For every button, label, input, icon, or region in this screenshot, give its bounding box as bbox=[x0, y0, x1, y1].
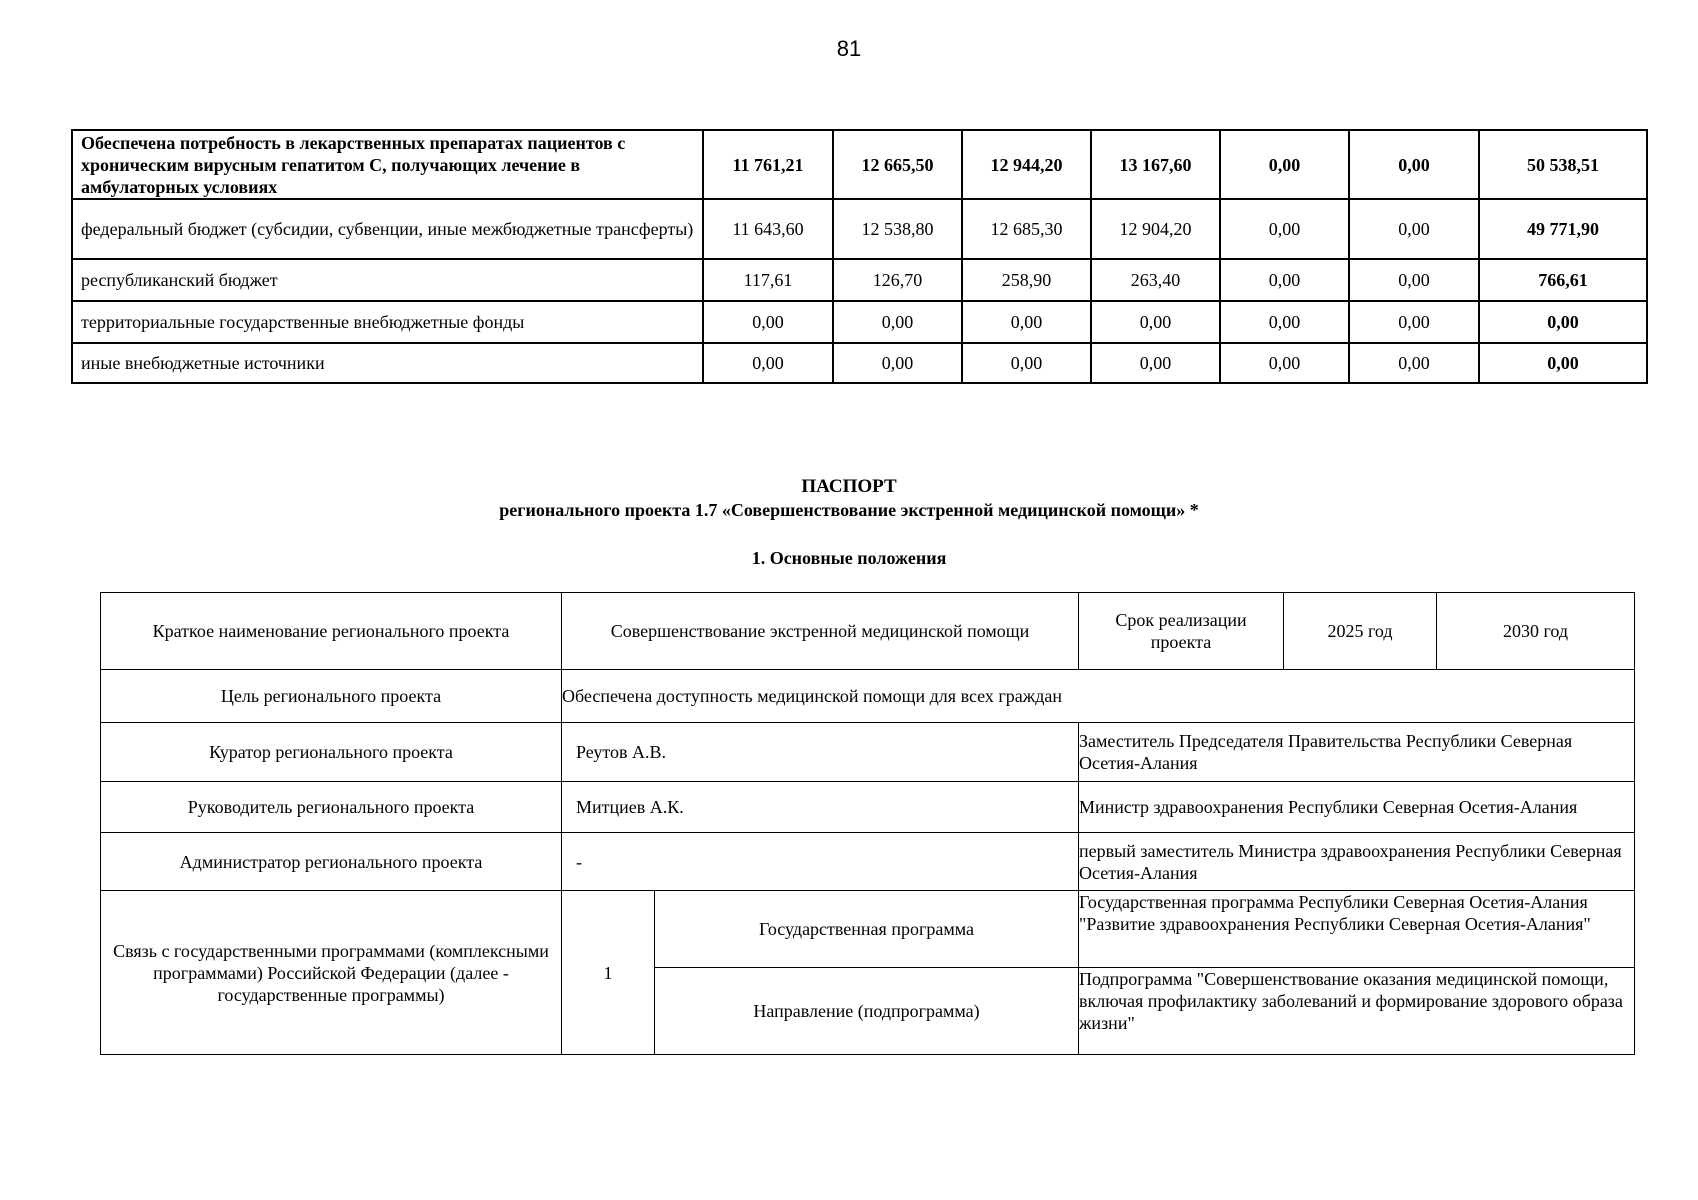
row-label: территориальные государственные внебюджетные фонды bbox=[72, 301, 703, 343]
short-name-value: Совершенствование экстренной медицинской помощи bbox=[562, 593, 1079, 670]
subprogram-label: Направление (подпрограмма) bbox=[655, 968, 1079, 1055]
value-cell: 0,00 bbox=[1349, 301, 1479, 343]
value-cell: 12 944,20 bbox=[962, 130, 1091, 199]
link-label: Связь с государственными программами (комплексными программами) Российской Федерации (далее - государственные программы) bbox=[101, 891, 562, 1055]
value-cell: 0,00 bbox=[962, 301, 1091, 343]
value-cell: 11 643,60 bbox=[703, 199, 833, 259]
value-cell: 0,00 bbox=[1091, 343, 1220, 383]
value-cell: 0,00 bbox=[703, 301, 833, 343]
state-program-label: Государственная программа bbox=[655, 891, 1079, 968]
goal-value: Обеспечена доступность медицинской помощи для всех граждан bbox=[562, 670, 1635, 723]
table-row bbox=[101, 833, 1635, 891]
total-cell: 0,00 bbox=[1479, 343, 1647, 383]
value-cell: 0,00 bbox=[833, 343, 962, 383]
passport-subtitle: регионального проекта 1.7 «Совершенствование экстренной медицинской помощи» * bbox=[499, 500, 1199, 520]
head-position: Министр здравоохранения Республики Северная Осетия-Алания bbox=[1079, 782, 1635, 833]
table-row bbox=[72, 130, 1647, 199]
curator-label: Куратор регионального проекта bbox=[101, 723, 562, 782]
financing-table bbox=[71, 129, 1648, 384]
table-row bbox=[101, 723, 1635, 782]
value-cell: 0,00 bbox=[1220, 199, 1349, 259]
row-label: Обеспечена потребность в лекарственных препаратах пациентов с хроническим вирусным гепатитом С, получающих лечение в амбулаторных условиях bbox=[72, 130, 703, 199]
table-row bbox=[72, 301, 1647, 343]
value-cell: 12 538,80 bbox=[833, 199, 962, 259]
value-cell: 258,90 bbox=[962, 259, 1091, 301]
short-name-label: Краткое наименование регионального проекта bbox=[101, 593, 562, 670]
subprogram-value: Подпрограмма "Совершенствование оказания медицинской помощи, включая профилактику заболеваний и формирование здорового образа жизни" bbox=[1079, 968, 1635, 1055]
value-cell: 126,70 bbox=[833, 259, 962, 301]
admin-label: Администратор регионального проекта bbox=[101, 833, 562, 891]
total-cell: 49 771,90 bbox=[1479, 199, 1647, 259]
table-row bbox=[72, 343, 1647, 383]
value-cell: 12 685,30 bbox=[962, 199, 1091, 259]
link-number: 1 bbox=[562, 891, 655, 1055]
value-cell: 0,00 bbox=[703, 343, 833, 383]
curator-position: Заместитель Председателя Правительства Республики Северная Осетия-Алания bbox=[1079, 723, 1635, 782]
table-row bbox=[101, 782, 1635, 833]
row-label: республиканский бюджет bbox=[72, 259, 703, 301]
row-label: иные внебюджетные источники bbox=[72, 343, 703, 383]
total-cell: 50 538,51 bbox=[1479, 130, 1647, 199]
total-cell: 766,61 bbox=[1479, 259, 1647, 301]
term-label: Срок реализации проекта bbox=[1079, 593, 1284, 670]
total-cell: 0,00 bbox=[1479, 301, 1647, 343]
value-cell: 12 904,20 bbox=[1091, 199, 1220, 259]
table-row bbox=[72, 259, 1647, 301]
section-title: 1. Основные положения bbox=[751, 548, 947, 568]
goal-label: Цель регионального проекта bbox=[101, 670, 562, 723]
value-cell: 0,00 bbox=[1349, 130, 1479, 199]
value-cell: 0,00 bbox=[1220, 343, 1349, 383]
value-cell: 117,61 bbox=[703, 259, 833, 301]
head-label: Руководитель регионального проекта bbox=[101, 782, 562, 833]
page-number: 81 bbox=[836, 36, 862, 61]
value-cell: 0,00 bbox=[1220, 301, 1349, 343]
value-cell: 0,00 bbox=[962, 343, 1091, 383]
value-cell: 0,00 bbox=[1349, 199, 1479, 259]
value-cell: 0,00 bbox=[1220, 130, 1349, 199]
row-label: федеральный бюджет (субсидии, субвенции, иные межбюджетные трансферты) bbox=[72, 199, 703, 259]
admin-name: - bbox=[562, 833, 1079, 891]
value-cell: 0,00 bbox=[1349, 259, 1479, 301]
value-cell: 11 761,21 bbox=[703, 130, 833, 199]
value-cell: 0,00 bbox=[833, 301, 962, 343]
value-cell: 0,00 bbox=[1091, 301, 1220, 343]
head-name: Митциев А.К. bbox=[562, 782, 1079, 833]
term-start: 2025 год bbox=[1284, 593, 1437, 670]
term-end: 2030 год bbox=[1437, 593, 1635, 670]
curator-name: Реутов А.В. bbox=[562, 723, 1079, 782]
value-cell: 0,00 bbox=[1220, 259, 1349, 301]
passport-title: ПАСПОРТ bbox=[801, 476, 897, 497]
table-row bbox=[101, 670, 1635, 723]
table-row bbox=[72, 199, 1647, 259]
table-row bbox=[101, 593, 1635, 670]
state-program-value: Государственная программа Республики Северная Осетия-Алания "Развитие здравоохранения Республики Северная Осетия-Алания" bbox=[1079, 891, 1635, 968]
value-cell: 0,00 bbox=[1349, 343, 1479, 383]
value-cell: 12 665,50 bbox=[833, 130, 962, 199]
value-cell: 13 167,60 bbox=[1091, 130, 1220, 199]
table-row bbox=[101, 891, 1635, 968]
passport-table bbox=[100, 592, 1635, 1055]
admin-position: первый заместитель Министра здравоохранения Республики Северная Осетия-Алания bbox=[1079, 833, 1635, 891]
value-cell: 263,40 bbox=[1091, 259, 1220, 301]
